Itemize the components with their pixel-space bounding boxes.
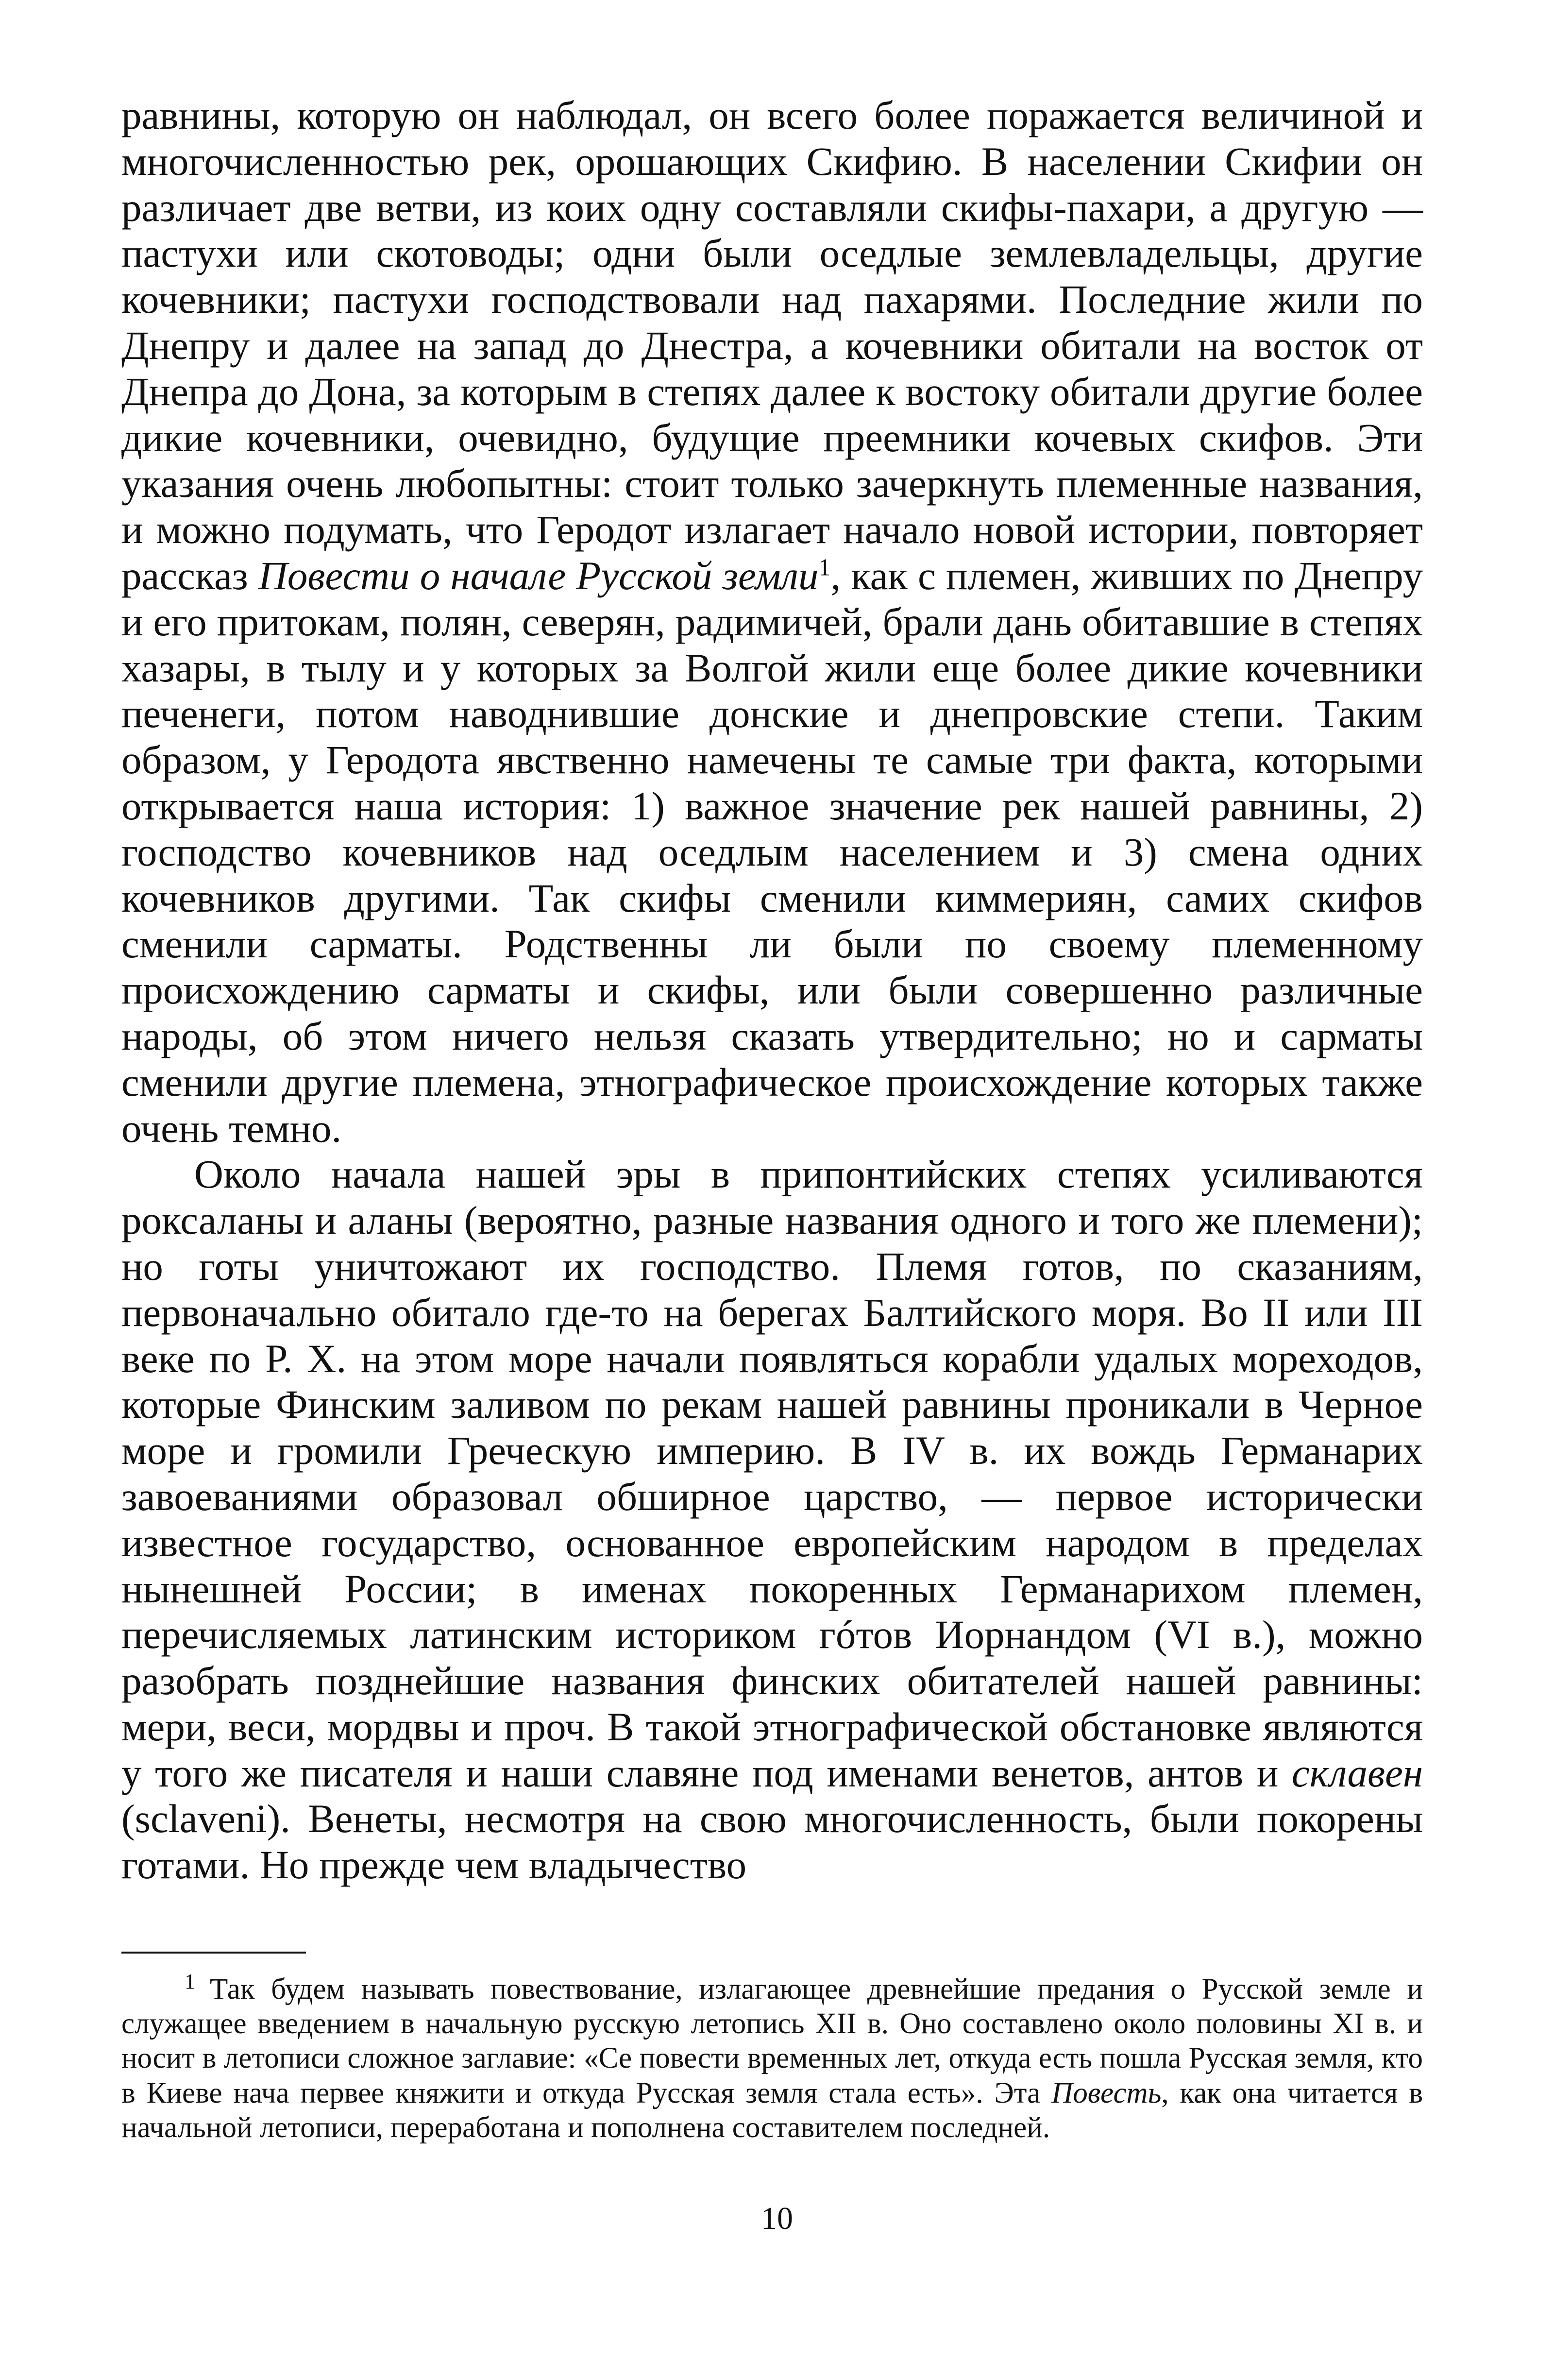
footnote-mark: 1 <box>185 1969 195 1993</box>
paragraph-2-italic-term: склавен <box>1291 1750 1423 1795</box>
paragraph-1-italic-title: Повести о начале Русской земли <box>258 553 819 598</box>
footnote <box>121 1969 1423 2145</box>
page-body <box>121 92 1423 1888</box>
footnote-text-end: , как она читается в начальной летописи, переработана и пополнена составителем последней. <box>121 2076 1423 2144</box>
footnote-reference: 1 <box>818 553 831 581</box>
paragraph-1-text-end: , как с племен, живших по Днепру и его притокам, полян, северян, радимичей, брали дань обитавшие в степях хазары, в тылу и у которых за Волгой жили еще более дикие кочевники печенеги, потом наводнившие донские и днепровские степи. Таким образом, у Геродота явственно намечены те самые три факта, которыми открывается наша история: 1) важное значение рек нашей равнины, 2) господство кочевников над оседлым населением и 3) смена одних кочевников другими. Так скифы сменили киммериян, самих скифов сменили сарматы. Родственны ли были по своему племенному происхождению сарматы и скифы, или были совершенно различные народы, об этом ничего нельзя сказать утвердительно; но и сарматы сменили другие племена, этнографическое происхождение которых также очень темно. <box>121 553 1423 1151</box>
page-number: 10 <box>761 2201 793 2236</box>
paragraph-2-text-start: Около начала нашей эры в припонтийских степях усиливаются роксаланы и аланы (вероятно, разные названия одного и того же племени); но готы уничтожают их господство. Племя готов, по сказаниям, первоначально обитало где-то на берегах Балтийского моря. Во II или III веке по Р. Х. на этом море начали появляться корабли удалых мореходов, которые Финским заливом по рекам нашей равнины проникали в Черное море и громили Греческую империю. В IV в. их вождь Германарих завоеваниями образовал обширное царство, — первое исторически известное государство, основанное европейским народом в пределах нынешней России; в именах покоренных Германарихом племен, перечисляемых латинским историком гóтов Иорнандом (VI в.), можно разобрать позднейшие названия финских обитателей нашей равнины: мери, веси, мордвы и проч. В такой этнографической обстановке являются у того же писателя и наши славяне под именами венетов, антов и <box>121 1152 1423 1795</box>
paragraph-1 <box>121 92 1423 1151</box>
paragraph-2 <box>121 1151 1423 1888</box>
paragraph-1-text-start: равнины, которую он наблюдал, он всего более поражается величиной и многочисленностью рек, орошающих Скифию. В населении Скифии он различает две ветви, из коих одну составляли скифы-пахари, а другую — пастухи или скотоводы; одни были оседлые землевладельцы, другие кочевники; пастухи господствовали над пахарями. Последние жили по Днепру и далее на запад до Днестра, а кочевники обитали на восток от Днепра до Дона, за которым в степях далее к востоку обитали другие более дикие кочевники, очевидно, будущие преемники кочевых скифов. Эти указания очень любопытны: стоит только зачеркнуть племенные названия, и можно подумать, что Геродот излагает начало новой истории, повторяет рассказ <box>121 93 1423 598</box>
footnote-divider <box>121 1952 306 1954</box>
footnote-italic-term: Повесть <box>1051 2076 1162 2109</box>
paragraph-2-text-end: (sclaveni). Венеты, несмотря на свою многочисленность, были покорены готами. Но прежде чем владычество <box>121 1796 1423 1887</box>
footnote-text-start: Так будем называть повествование, излагающее древнейшие предания о Русской земле и служащее введением в начальную русскую летопись XII в. Оно составлено около половины XI в. и носит в летописи сложное заглавие: «Се повести временных лет, откуда есть пошла Русская земля, кто в Киеве нача первее княжити и откуда Русская земля стала есть». Эта <box>121 1973 1423 2109</box>
